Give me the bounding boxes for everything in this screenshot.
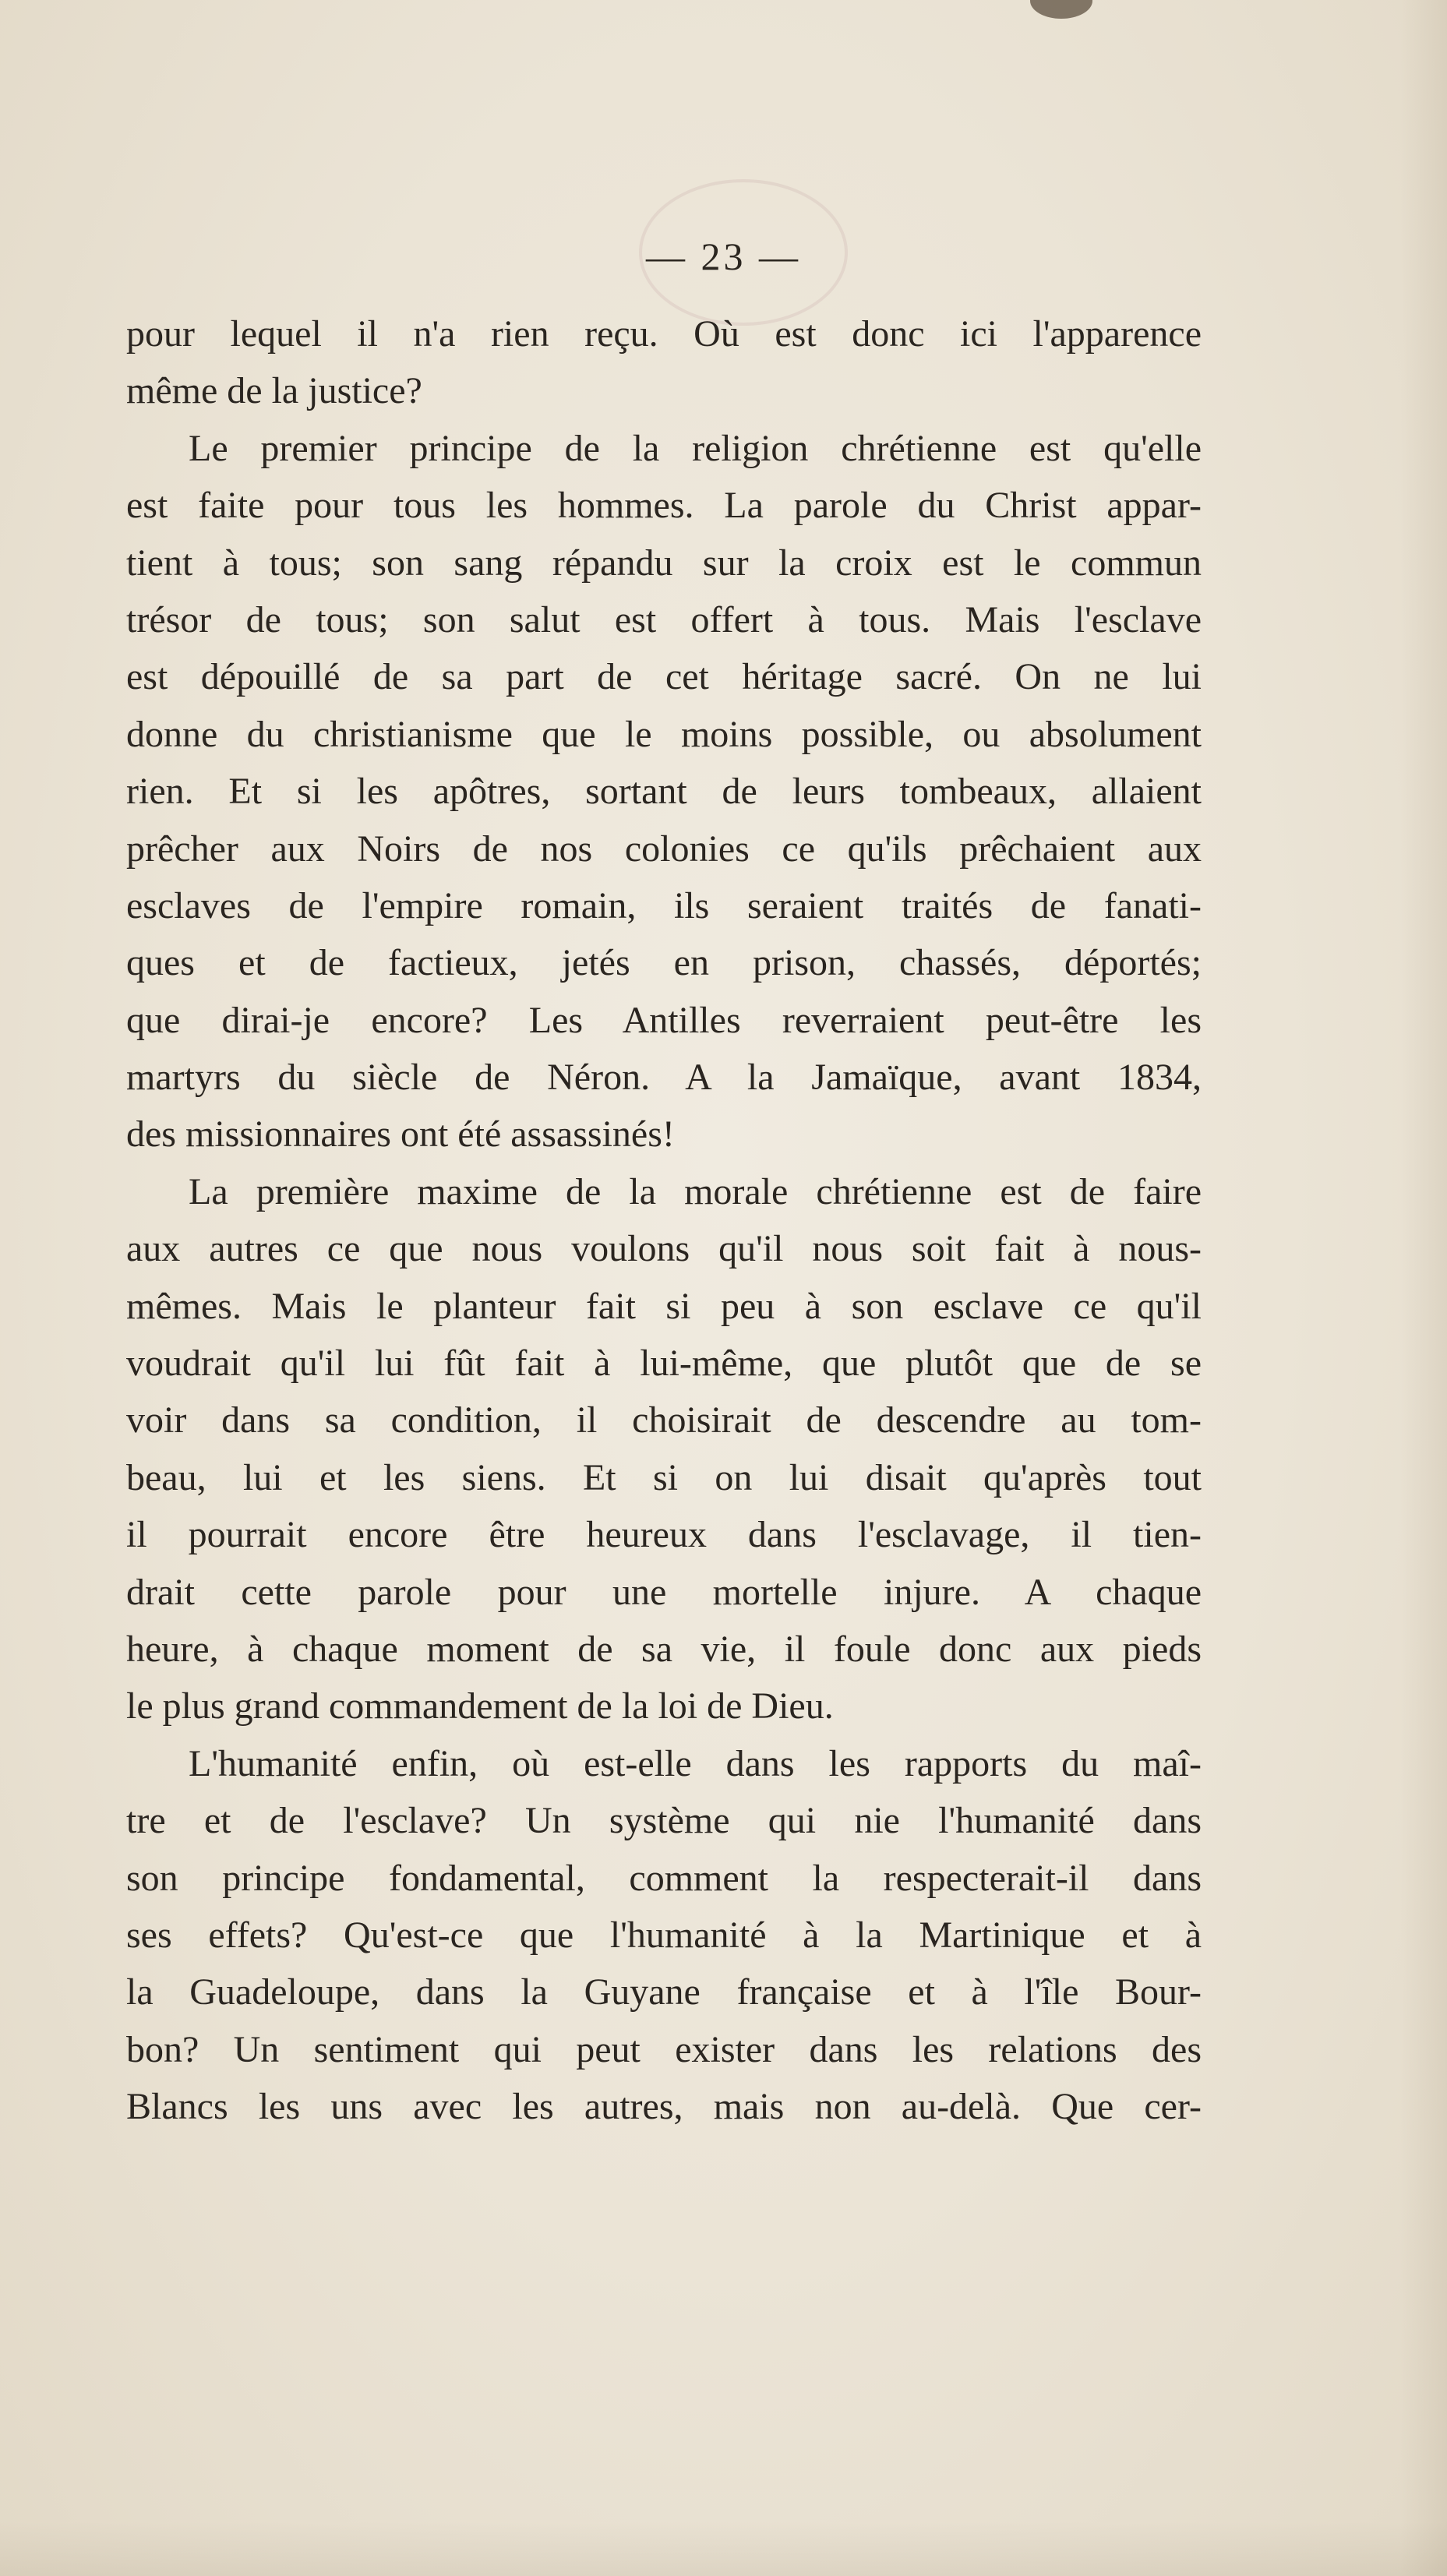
- text-line: que dirai-je encore? Les Antilles reverraient peut-être les: [126, 999, 1202, 1041]
- text-line: la Guadeloupe, dans la Guyane française et à l'île Bour-: [126, 1971, 1202, 2013]
- text-line: beau, lui et les siens. Et si on lui disait qu'après tout: [126, 1456, 1202, 1498]
- text-line: heure, à chaque moment de sa vie, il foule donc aux pieds: [126, 1628, 1202, 1670]
- text-line: est faite pour tous les hommes. La parole du Christ appar-: [126, 485, 1202, 527]
- text-line: martyrs du siècle de Néron. A la Jamaïque, avant 1834,: [126, 1057, 1202, 1099]
- text-line: voir dans sa condition, il choisirait de descendre au tom-: [126, 1399, 1202, 1442]
- text-line: mêmes. Mais le planteur fait si peu à son esclave ce qu'il: [126, 1285, 1202, 1327]
- text-line: trésor de tous; son salut est offert à tous. Mais l'esclave: [126, 598, 1202, 640]
- page-edge-shadow-right: [1400, 0, 1447, 2576]
- text-line: même de la justice?: [126, 370, 422, 412]
- text-line: drait cette parole pour une mortelle injure. A chaque: [126, 1571, 1202, 1613]
- text-line: le plus grand commandement de la loi de Dieu.: [126, 1685, 834, 1727]
- text-line: La première maxime de la morale chrétienne est de faire: [189, 1170, 1202, 1212]
- text-line: donne du christianisme que le moins possible, ou absolument: [126, 713, 1202, 755]
- text-line: ques et de factieux, jetés en prison, chassés, déportés;: [126, 942, 1202, 984]
- paragraph: [126, 1163, 1202, 1735]
- page-number: — 23 —: [646, 235, 801, 278]
- text-line: il pourrait encore être heureux dans l'esclavage, il tien-: [126, 1514, 1202, 1556]
- text-line: tre et de l'esclave? Un système qui nie l'humanité dans: [126, 1800, 1202, 1842]
- text-line: Blancs les uns avec les autres, mais non au-delà. Que cer-: [126, 2086, 1202, 2128]
- text-line: pour lequel il n'a rien reçu. Où est donc ici l'apparence: [126, 313, 1202, 355]
- text-line: ses effets? Qu'est-ce que l'humanité à la Martinique et à: [126, 1914, 1202, 1956]
- text-line: est dépouillé de sa part de cet héritage sacré. On ne lui: [126, 656, 1202, 698]
- text-line: son principe fondamental, comment la respecterait-il dans: [126, 1857, 1202, 1899]
- text-line: L'humanité enfin, où est-elle dans les rapports du maî-: [189, 1742, 1202, 1784]
- text-line: bon? Un sentiment qui peut exister dans les relations des: [126, 2028, 1202, 2070]
- paragraph: [126, 420, 1202, 1163]
- text-line: aux autres ce que nous voulons qu'il nous soit fait à nous-: [126, 1228, 1202, 1270]
- text-line: rien. Et si les apôtres, sortant de leurs tombeaux, allaient: [126, 771, 1202, 813]
- text-line: tient à tous; son sang répandu sur la croix est le commun: [126, 542, 1202, 584]
- text-line: esclaves de l'empire romain, ils seraient traités de fanati-: [126, 884, 1202, 926]
- page-edge-shadow-bottom: [0, 2521, 1447, 2576]
- text-line: Le premier principe de la religion chrétienne est qu'elle: [189, 427, 1202, 469]
- body-text: [126, 305, 1202, 2136]
- binding-mark: [1030, 0, 1092, 19]
- text-line: prêcher aux Noirs de nos colonies ce qu'ils prêchaient aux: [126, 827, 1202, 870]
- paragraph: [126, 305, 1202, 420]
- text-line: des missionnaires ont été assassinés!: [126, 1113, 675, 1156]
- text-line: voudrait qu'il lui fût fait à lui-même, que plutôt que de se: [126, 1343, 1202, 1385]
- paragraph: [126, 1735, 1202, 2136]
